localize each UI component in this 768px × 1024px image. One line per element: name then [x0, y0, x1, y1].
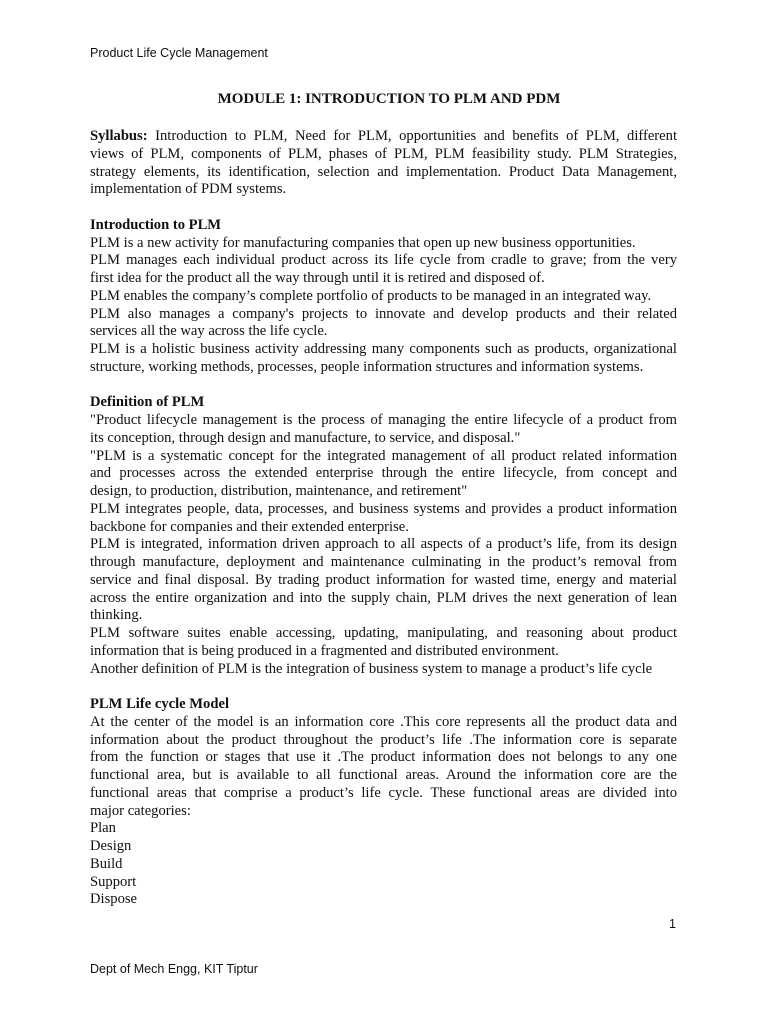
paragraph-line: PLM enables the company’s complete portfolio of products to be managed in an integrated way. [90, 287, 652, 304]
paragraph-line: PLM is a holistic business activity addressing many components such as products, organizational [90, 341, 677, 357]
paragraph-line: thinking. [90, 607, 143, 624]
syllabus-text: Introduction to PLM, Need for PLM, opportunities and benefits of PLM, different [147, 128, 677, 144]
paragraph-line: its conception, through design and manufacture, to service, and disposal." [90, 429, 521, 446]
syllabus-line: implementation of PDM systems. [90, 181, 287, 198]
syllabus-line: strategy elements, its identification, selection and implementation. Product Data Management, [90, 163, 677, 180]
paragraph-line: design, to production, distribution, maintenance, and retirement" [90, 483, 468, 499]
paragraph-line: Design [90, 838, 132, 854]
paragraph-line: information that is being produced in a fragmented and distributed environment. [90, 642, 559, 659]
paragraph-line: from the function or stages that use it .The product information does not belongs to any one [90, 749, 677, 766]
document-body [90, 128, 677, 909]
spacer [90, 199, 677, 217]
paragraph-line: structure, working methods, processes, people information structures and information systems. [90, 358, 644, 375]
paragraph-line: Plan [90, 820, 116, 837]
module-title: MODULE 1: INTRODUCTION TO PLM AND PDM [217, 91, 561, 107]
spacer [90, 377, 677, 395]
paragraph-line: PLM is a new activity for manufacturing companies that open up new business opportunities. [90, 234, 636, 251]
paragraph-line: functional areas that comprise a product’s life cycle. These functional areas are divided into [90, 784, 677, 801]
paragraph-line: through manufacture, deployment and maintenance culminating in the product’s removal from [90, 554, 677, 570]
paragraph-line: PLM software suites enable accessing, updating, manipulating, and reasoning about product [90, 625, 677, 641]
paragraph-line: services all the way across the life cycle. [90, 323, 328, 340]
running-header: Product Life Cycle Management [90, 46, 268, 60]
paragraph-line: "Product lifecycle management is the process of managing the entire lifecycle of a product from [90, 412, 677, 428]
paragraph-line: Dispose [90, 891, 138, 908]
syllabus-line: views of PLM, components of PLM, phases of PLM, PLM feasibility study. PLM Strategies, [90, 145, 677, 162]
paragraph-line: functional area, but is available to all functional areas. Around the information core are the [90, 767, 677, 783]
paragraph-line: Another definition of PLM is the integration of business system to manage a product’s life cycle [90, 660, 653, 677]
paragraph-line: "PLM is a systematic concept for the integrated management of all product related information [90, 447, 677, 464]
paragraph-line: information about the product throughout the product’s life .The information core is separate [90, 731, 677, 748]
paragraph-line: first idea for the product all the way through until it is retired and disposed of. [90, 270, 545, 286]
spacer [90, 678, 677, 696]
paragraph-line: PLM integrates people, data, processes, and business systems and provides a product information [90, 500, 677, 517]
paragraph-line: PLM manages each individual product across its life cycle from cradle to grave; from the very [90, 252, 677, 269]
section-heading: Definition of PLM [90, 394, 205, 411]
paragraph-line: At the center of the model is an information core .This core represents all the product data and [90, 713, 677, 730]
paragraph-line: and processes across the extended enterprise through the entire lifecycle, from concept and [90, 465, 677, 482]
paragraph-line: backbone for companies and their extended enterprise. [90, 518, 409, 535]
paragraph-line: major categories: [90, 802, 191, 819]
running-footer: Dept of Mech Engg, KIT Tiptur [90, 962, 258, 976]
syllabus-label: Syllabus: [90, 128, 148, 144]
syllabus-line [90, 128, 677, 146]
paragraph-line: across the entire organization and into the supply chain, PLM drives the next generation of lean [90, 589, 677, 606]
page-number: 1 [669, 917, 676, 931]
paragraph-line: Support [90, 873, 137, 890]
paragraph-line: PLM is integrated, information driven approach to all aspects of a product’s life, from its design [90, 536, 677, 553]
section-heading: PLM Life cycle Model [90, 696, 229, 712]
section-heading: Introduction to PLM [90, 216, 222, 233]
paragraph-line: PLM also manages a company's projects to innovate and develop products and their related [90, 305, 677, 322]
paragraph-line: service and final disposal. By trading product information for wasted time, energy and material [90, 571, 677, 588]
paragraph-line: Build [90, 855, 123, 872]
